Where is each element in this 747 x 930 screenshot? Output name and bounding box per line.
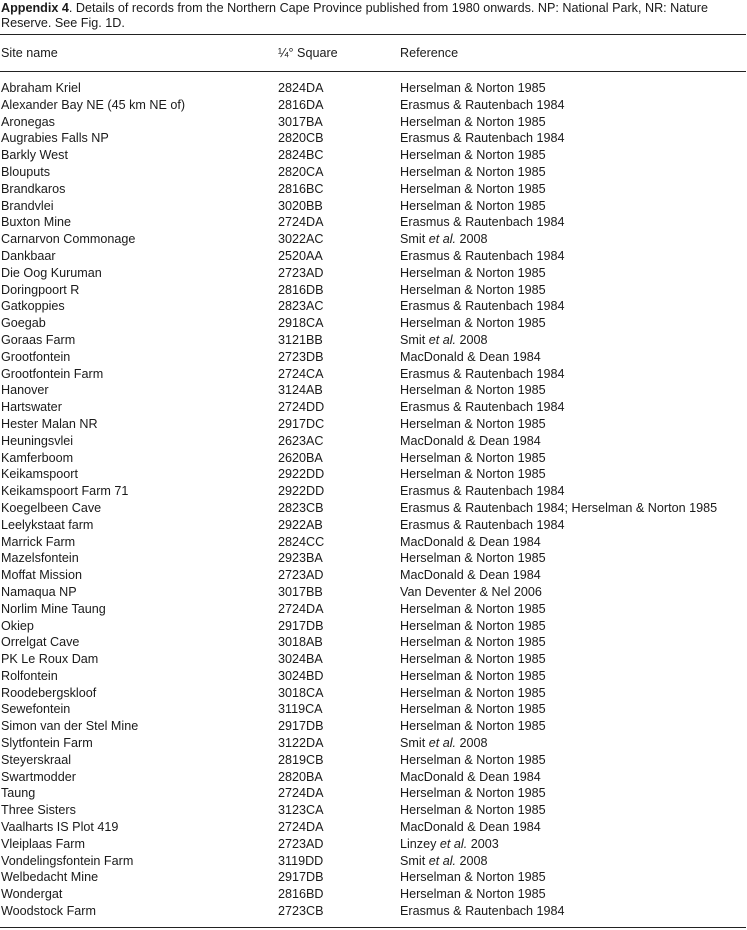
- table-row: [0, 752, 746, 769]
- square-cell: 2723AD: [278, 568, 324, 583]
- site-name-cell: Keikamspoort: [1, 467, 78, 482]
- square-cell: 2923BA: [278, 551, 323, 566]
- reference-cell: Herselman & Norton 1985: [400, 752, 546, 767]
- reference-cell: Herselman & Norton 1985: [400, 551, 546, 566]
- caption-text: . Details of records from the Northern Cape Province published from 1980 onwards. NP: National Park, NR: Nature Reserve. See Fig. 1D.: [1, 1, 708, 30]
- site-name-cell: Barkly West: [1, 148, 68, 163]
- square-cell: 2820BA: [278, 769, 323, 784]
- table-body: [0, 80, 746, 920]
- square-cell: 3024BD: [278, 668, 324, 683]
- square-cell: 2816BC: [278, 181, 324, 196]
- square-cell: 2824CC: [278, 534, 325, 549]
- table-row: [0, 483, 746, 500]
- site-name-cell: Augrabies Falls NP: [1, 131, 109, 146]
- site-name-cell: Hartswater: [1, 400, 62, 415]
- table-row: [0, 668, 746, 685]
- square-cell: 3018AB: [278, 635, 323, 650]
- table-row: [0, 433, 746, 450]
- square-cell: 2816DA: [278, 97, 324, 112]
- square-cell: 2819CB: [278, 752, 324, 767]
- square-cell: 2723DB: [278, 349, 324, 364]
- reference-cell: Erasmus & Rautenbach 1984: [400, 131, 565, 146]
- site-name-cell: Simon van der Stel Mine: [1, 719, 139, 734]
- reference-author: Linzey: [400, 836, 440, 851]
- reference-cell: Herselman & Norton 1985: [400, 416, 546, 431]
- table-row: [0, 349, 746, 366]
- table-row: [0, 701, 746, 718]
- site-name-cell: Leelykstaat farm: [1, 517, 94, 532]
- table-row: [0, 382, 746, 399]
- reference-cell: Herselman & Norton 1985: [400, 803, 546, 818]
- reference-cell: Erasmus & Rautenbach 1984: [400, 484, 565, 499]
- table-row: [0, 416, 746, 433]
- square-cell: 2922DD: [278, 467, 325, 482]
- site-name-cell: PK Le Roux Dam: [1, 652, 99, 667]
- reference-year: 2008: [456, 332, 488, 347]
- site-name-cell: Goegab: [1, 316, 46, 331]
- caption-label: Appendix 4: [1, 1, 69, 15]
- reference-cell: Herselman & Norton 1985: [400, 635, 546, 650]
- table-row: [0, 265, 746, 282]
- square-cell: 2723CB: [278, 904, 324, 919]
- table-row: [0, 618, 746, 635]
- site-name-cell: Taung: [1, 786, 36, 801]
- table-row: [0, 785, 746, 802]
- table-row: [0, 651, 746, 668]
- square-cell: 2823AC: [278, 299, 324, 314]
- reference-cell: [400, 231, 488, 248]
- square-cell: 2816BD: [278, 887, 324, 902]
- reference-cell: MacDonald & Dean 1984: [400, 534, 541, 549]
- reference-cell: Herselman & Norton 1985: [400, 870, 546, 885]
- table-row: [0, 147, 746, 164]
- site-name-cell: Grootfontein: [1, 349, 71, 364]
- square-cell: 3119CA: [278, 702, 323, 717]
- site-name-cell: Vondelingsfontein Farm: [1, 853, 134, 868]
- reference-cell: Herselman & Norton 1985: [400, 719, 546, 734]
- reference-cell: Erasmus & Rautenbach 1984: [400, 97, 565, 112]
- reference-et-al: et al.: [428, 332, 456, 347]
- table-row: [0, 853, 746, 870]
- site-name-cell: Rolfontein: [1, 668, 58, 683]
- square-cell: 2918CA: [278, 316, 324, 331]
- site-name-cell: Norlim Mine Taung: [1, 601, 106, 616]
- reference-author: Smit: [400, 332, 429, 347]
- table-row: [0, 601, 746, 618]
- square-cell: 3022AC: [278, 232, 324, 247]
- site-name-cell: Brandkaros: [1, 181, 66, 196]
- site-name-cell: Steyerskraal: [1, 752, 71, 767]
- square-cell: 2917DB: [278, 719, 324, 734]
- square-cell: 3017BB: [278, 584, 323, 599]
- reference-cell: [400, 735, 488, 752]
- site-name-cell: Alexander Bay NE (45 km NE of): [1, 97, 186, 112]
- site-name-cell: Grootfontein Farm: [1, 366, 104, 381]
- square-cell: 3123CA: [278, 803, 324, 818]
- square-cell: 2724DA: [278, 601, 324, 616]
- reference-cell: Erasmus & Rautenbach 1984: [400, 248, 565, 263]
- site-name-cell: Carnarvon Commonage: [1, 232, 136, 247]
- site-name-cell: Goraas Farm: [1, 332, 76, 347]
- table-row: [0, 282, 746, 299]
- reference-cell: Herselman & Norton 1985: [400, 383, 546, 398]
- table-row: [0, 718, 746, 735]
- reference-cell: Erasmus & Rautenbach 1984: [400, 215, 565, 230]
- table-row: [0, 886, 746, 903]
- reference-year: 2008: [456, 853, 488, 868]
- site-name-cell: Roodebergskloof: [1, 685, 97, 700]
- reference-et-al: et al.: [428, 853, 456, 868]
- site-name-cell: Kamferboom: [1, 450, 74, 465]
- square-cell: 2724DD: [278, 400, 325, 415]
- reference-cell: [400, 836, 499, 853]
- square-cell: 2917DB: [278, 870, 324, 885]
- header-reference: Reference: [400, 46, 459, 60]
- reference-cell: Erasmus & Rautenbach 1984; Herselman & Norton 1985: [400, 500, 718, 515]
- reference-cell: Erasmus & Rautenbach 1984: [400, 517, 565, 532]
- square-cell: 3124AB: [278, 383, 323, 398]
- reference-cell: Herselman & Norton 1985: [400, 114, 546, 129]
- reference-et-al: et al.: [428, 232, 456, 247]
- reference-cell: [400, 332, 488, 349]
- site-name-cell: Blouputs: [1, 164, 51, 179]
- table-row: [0, 685, 746, 702]
- table-row: [0, 836, 746, 853]
- site-name-cell: Brandvlei: [1, 198, 54, 213]
- square-cell: 2724CA: [278, 366, 324, 381]
- reference-year: 2008: [456, 232, 488, 247]
- site-name-cell: Woodstock Farm: [1, 904, 96, 919]
- square-cell: 2917DC: [278, 416, 325, 431]
- site-name-cell: Hanover: [1, 383, 49, 398]
- table-row: [0, 517, 746, 534]
- site-name-cell: Vleiplaas Farm: [1, 836, 85, 851]
- site-name-cell: Die Oog Kuruman: [1, 265, 102, 280]
- site-name-cell: Marrick Farm: [1, 534, 76, 549]
- table-row: [0, 164, 746, 181]
- reference-cell: Herselman & Norton 1985: [400, 181, 546, 196]
- reference-year: 2003: [467, 836, 499, 851]
- header-site-name: Site name: [1, 46, 58, 60]
- reference-cell: Herselman & Norton 1985: [400, 618, 546, 633]
- square-cell: 3119DD: [278, 853, 324, 868]
- table-row: [0, 735, 746, 752]
- reference-cell: Herselman & Norton 1985: [400, 282, 546, 297]
- square-cell: 2922DD: [278, 484, 325, 499]
- header-quarter-degree-square: ¼° Square: [278, 46, 338, 60]
- reference-et-al: et al.: [428, 736, 456, 751]
- square-cell: 2917DB: [278, 618, 324, 633]
- square-cell: 3122DA: [278, 736, 324, 751]
- square-cell: 2816DB: [278, 282, 324, 297]
- table-row: [0, 315, 746, 332]
- reference-cell: MacDonald & Dean 1984: [400, 820, 541, 835]
- table-row: [0, 214, 746, 231]
- table-row: [0, 550, 746, 567]
- table-row: [0, 298, 746, 315]
- square-cell: 3121BB: [278, 332, 323, 347]
- site-name-cell: Keikamspoort Farm 71: [1, 484, 129, 499]
- reference-cell: Herselman & Norton 1985: [400, 652, 546, 667]
- reference-cell: Erasmus & Rautenbach 1984: [400, 400, 565, 415]
- table-row: [0, 584, 746, 601]
- square-cell: 2723AD: [278, 836, 324, 851]
- square-cell: 2824DA: [278, 81, 324, 95]
- table-row: [0, 248, 746, 265]
- site-name-cell: Mazelsfontein: [1, 551, 79, 566]
- table-caption: [1, 1, 745, 31]
- table-row: [0, 819, 746, 836]
- site-name-cell: Hester Malan NR: [1, 416, 98, 431]
- square-cell: 2922AB: [278, 517, 323, 532]
- reference-cell: Erasmus & Rautenbach 1984: [400, 904, 565, 919]
- site-name-cell: Abraham Kriel: [1, 81, 81, 95]
- table-row: [0, 198, 746, 215]
- reference-cell: Herselman & Norton 1985: [400, 164, 546, 179]
- site-name-cell: Gatkoppies: [1, 299, 65, 314]
- site-name-cell: Slytfontein Farm: [1, 736, 93, 751]
- site-name-cell: Dankbaar: [1, 248, 56, 263]
- site-name-cell: Aronegas: [1, 114, 55, 129]
- square-cell: 2823CB: [278, 500, 324, 515]
- table-row: [0, 399, 746, 416]
- header-rule: [0, 71, 746, 72]
- table-row: [0, 903, 746, 920]
- table-row: [0, 114, 746, 131]
- table-row: [0, 802, 746, 819]
- reference-et-al: et al.: [439, 836, 468, 851]
- table-row: [0, 332, 746, 349]
- site-name-cell: Buxton Mine: [1, 215, 72, 230]
- reference-cell: MacDonald & Dean 1984: [400, 568, 541, 583]
- reference-cell: Herselman & Norton 1985: [400, 450, 546, 465]
- reference-cell: Herselman & Norton 1985: [400, 702, 546, 717]
- table-row: [0, 366, 746, 383]
- reference-cell: Herselman & Norton 1985: [400, 198, 546, 213]
- site-name-cell: Three Sisters: [1, 803, 76, 818]
- square-cell: 2623AC: [278, 433, 324, 448]
- table-row: [0, 769, 746, 786]
- site-name-cell: Orrelgat Cave: [1, 635, 80, 650]
- reference-cell: Herselman & Norton 1985: [400, 887, 546, 902]
- table-row: [0, 869, 746, 886]
- square-cell: 2724DA: [278, 786, 324, 801]
- table-row: [0, 466, 746, 483]
- reference-cell: MacDonald & Dean 1984: [400, 433, 541, 448]
- reference-year: 2008: [456, 736, 488, 751]
- site-name-cell: Welbedacht Mine: [1, 870, 99, 885]
- reference-cell: [400, 853, 488, 870]
- table-row: [0, 450, 746, 467]
- table-row: [0, 534, 746, 551]
- square-cell: 2724DA: [278, 820, 324, 835]
- square-cell: 2723AD: [278, 265, 324, 280]
- table-row: [0, 80, 746, 97]
- reference-cell: Herselman & Norton 1985: [400, 316, 546, 331]
- square-cell: 2820CA: [278, 164, 324, 179]
- site-name-cell: Namaqua NP: [1, 584, 77, 599]
- site-name-cell: Doringpoort R: [1, 282, 80, 297]
- square-cell: 2820CB: [278, 131, 324, 146]
- reference-cell: Herselman & Norton 1985: [400, 786, 546, 801]
- reference-author: Smit: [400, 232, 429, 247]
- square-cell: 3018CA: [278, 685, 324, 700]
- top-rule: [0, 34, 746, 35]
- site-name-cell: Heuningsvlei: [1, 433, 74, 448]
- table-header: [0, 46, 746, 62]
- table-row: [0, 181, 746, 198]
- table-row: [0, 567, 746, 584]
- site-name-cell: Okiep: [1, 618, 34, 633]
- reference-cell: Herselman & Norton 1985: [400, 467, 546, 482]
- reference-cell: Erasmus & Rautenbach 1984: [400, 299, 565, 314]
- reference-cell: Herselman & Norton 1985: [400, 668, 546, 683]
- reference-cell: Herselman & Norton 1985: [400, 265, 546, 280]
- square-cell: 3017BA: [278, 114, 323, 129]
- reference-cell: MacDonald & Dean 1984: [400, 769, 541, 784]
- table-row: [0, 231, 746, 248]
- reference-author: Smit: [400, 736, 429, 751]
- reference-cell: Herselman & Norton 1985: [400, 148, 546, 163]
- square-cell: 2620BA: [278, 450, 323, 465]
- reference-cell: MacDonald & Dean 1984: [400, 349, 541, 364]
- site-name-cell: Moffat Mission: [1, 568, 82, 583]
- table-row: [0, 97, 746, 114]
- table-row: [0, 130, 746, 147]
- site-name-cell: Swartmodder: [1, 769, 76, 784]
- square-cell: 3020BB: [278, 198, 323, 213]
- reference-cell: Herselman & Norton 1985: [400, 685, 546, 700]
- table-row: [0, 500, 746, 517]
- reference-cell: Herselman & Norton 1985: [400, 81, 546, 95]
- square-cell: 2824BC: [278, 148, 324, 163]
- bottom-rule: [0, 927, 746, 928]
- reference-cell: Herselman & Norton 1985: [400, 601, 546, 616]
- square-cell: 3024BA: [278, 652, 323, 667]
- site-name-cell: Sewefontein: [1, 702, 71, 717]
- square-cell: 2724DA: [278, 215, 324, 230]
- site-name-cell: Vaalharts IS Plot 419: [1, 820, 119, 835]
- reference-cell: Erasmus & Rautenbach 1984: [400, 366, 565, 381]
- table-row: [0, 634, 746, 651]
- reference-author: Smit: [400, 853, 429, 868]
- square-cell: 2520AA: [278, 248, 323, 263]
- site-name-cell: Wondergat: [1, 887, 63, 902]
- reference-cell: Van Deventer & Nel 2006: [400, 584, 542, 599]
- site-name-cell: Koegelbeen Cave: [1, 500, 102, 515]
